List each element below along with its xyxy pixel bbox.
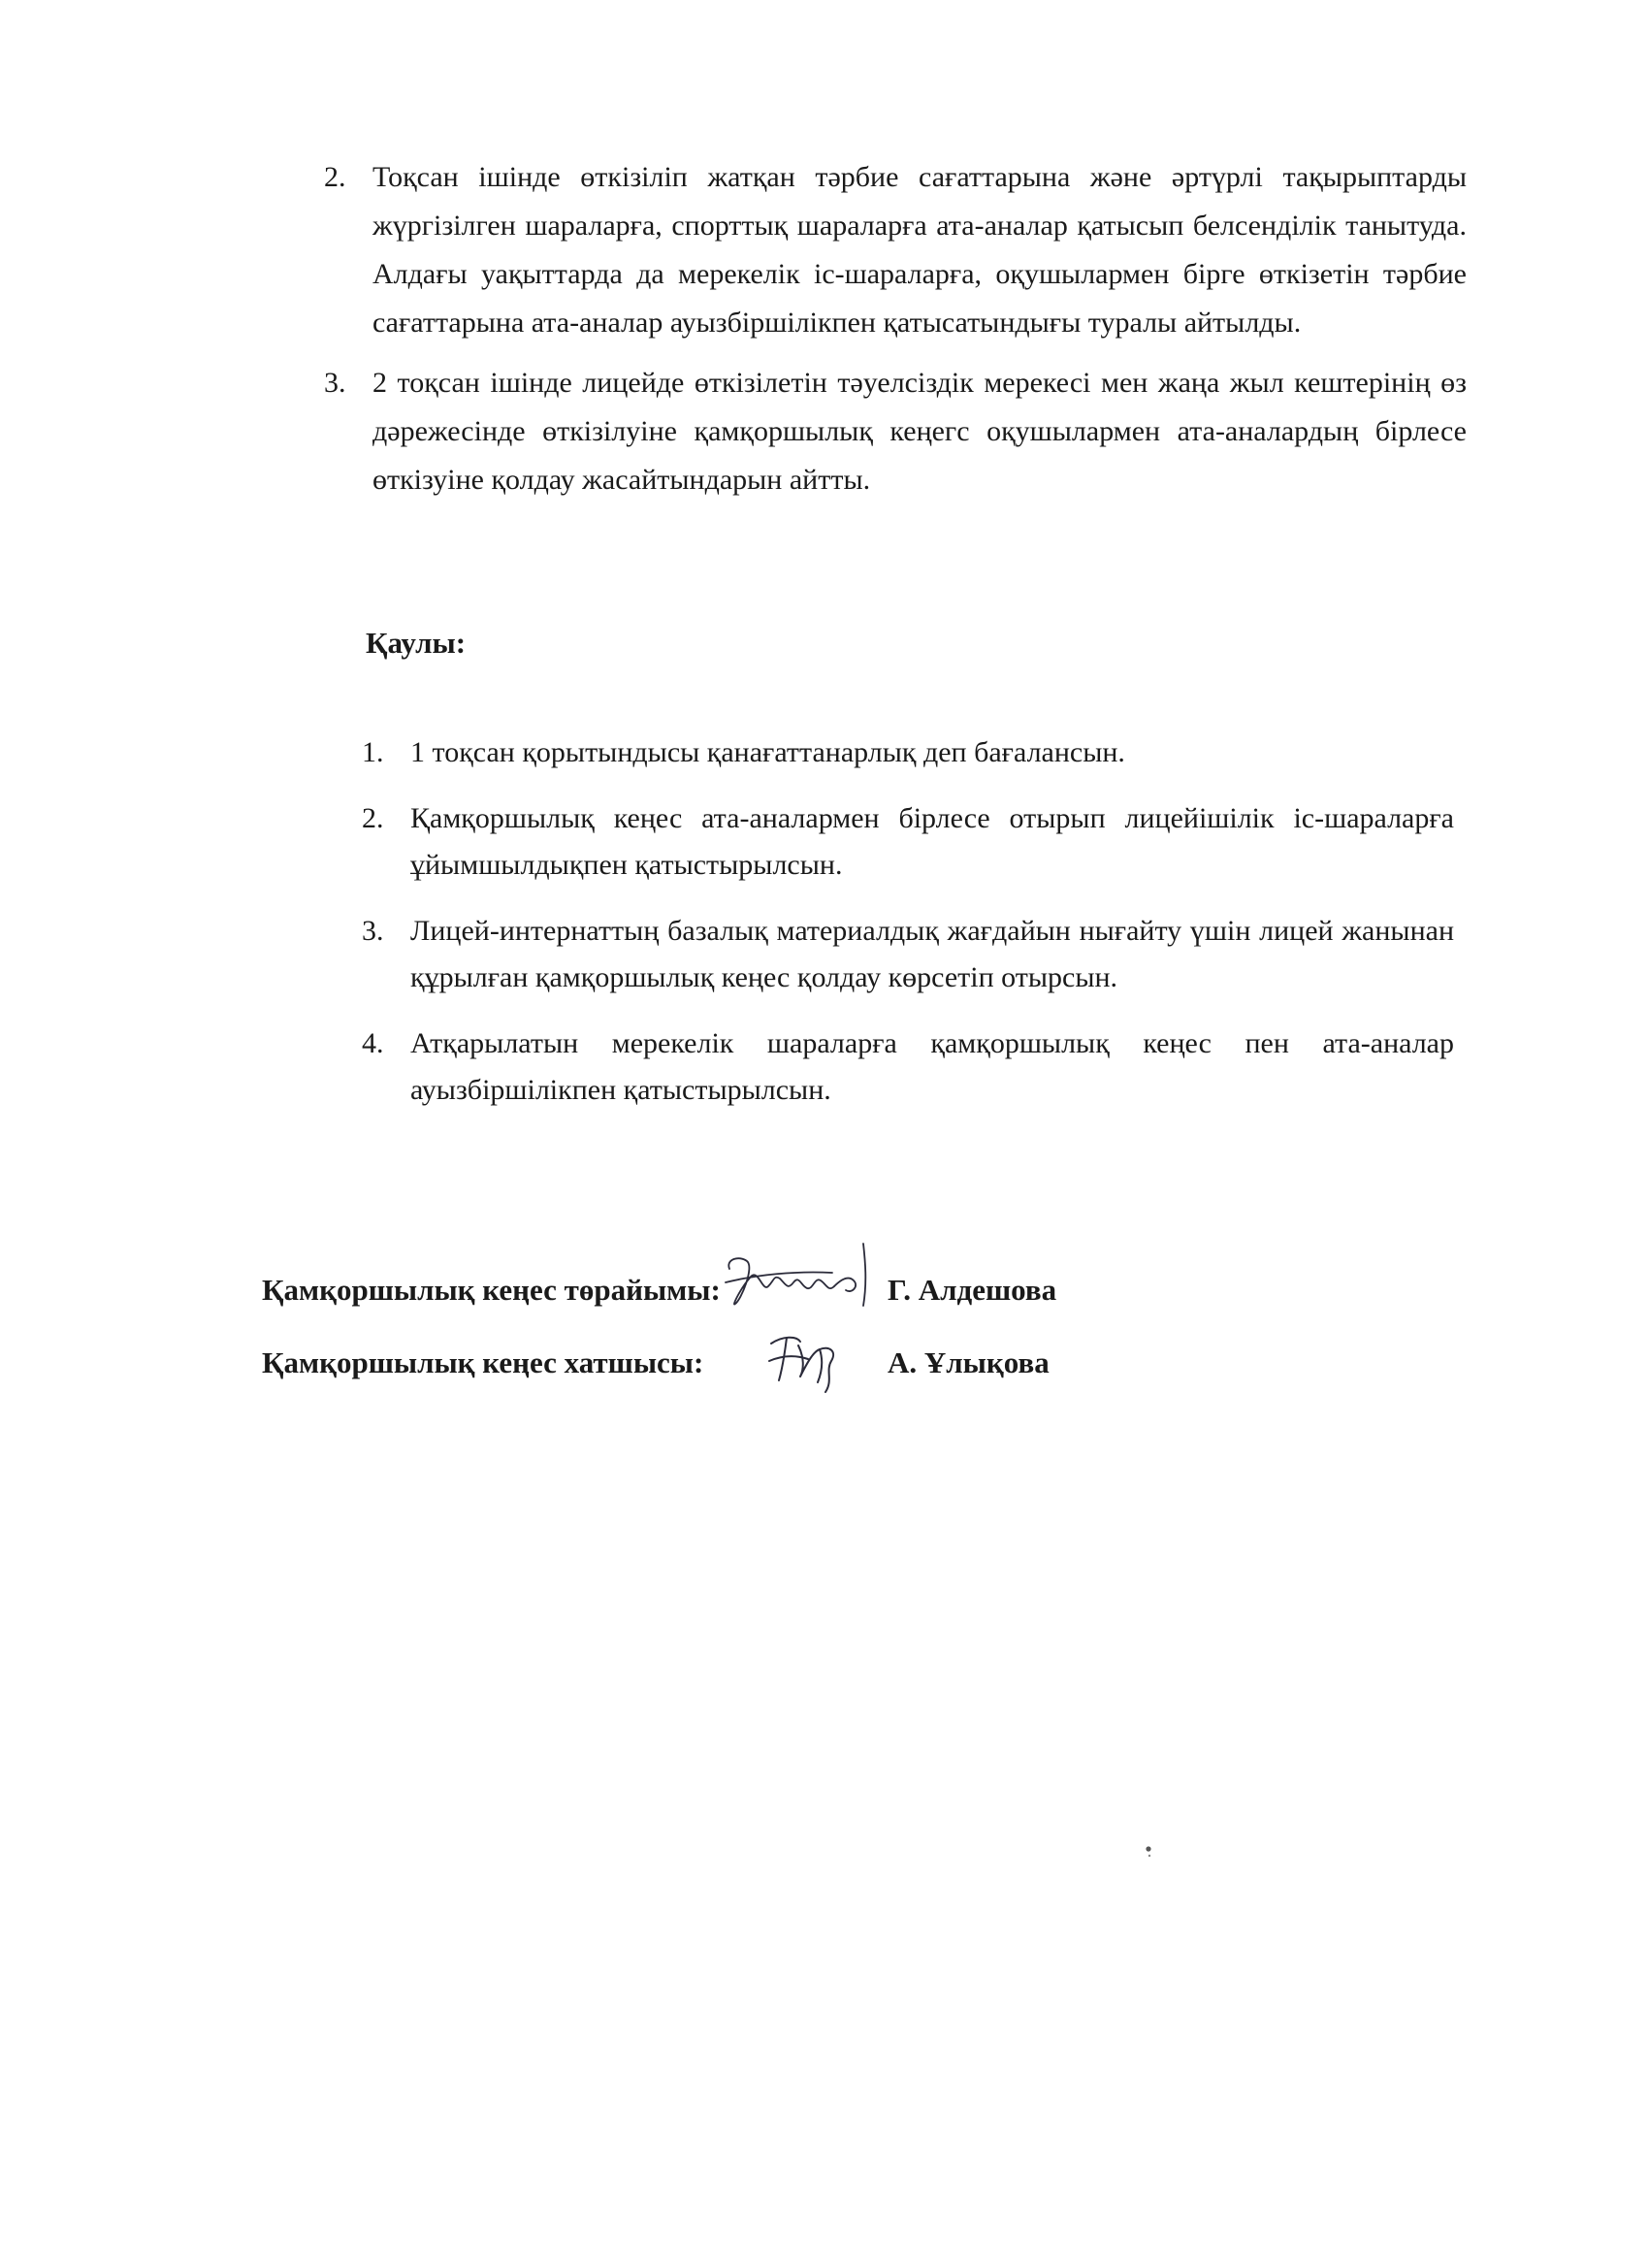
signatory-name: А. Ұлықова <box>888 1345 1050 1379</box>
list-item-number: 1. <box>362 736 384 768</box>
signatory-name: Г. Алдешова <box>888 1273 1057 1307</box>
list-item-text: 1 тоқсан қорытындысы қанағаттанарлық деп бағалансын. <box>410 736 1125 768</box>
list-item-number: 3. <box>362 915 384 947</box>
list-item-number: 3. <box>324 367 346 399</box>
list-item <box>362 729 1454 776</box>
list-item-number: 2. <box>362 802 384 834</box>
signature-role: Қамқоршылық кеңес төрайымы: <box>262 1273 721 1307</box>
list-item-text: 2 тоқсан ішінде лицейде өткізілетін тәуелсіздік мерекесі мен жаңа жыл кештерінің өз дәрежесінде өткізілуіне қамқоршылық кеңегс оқушылармен ата-аналардың бірлесе өткізуіне қолдау жасайтындарын айтты. <box>372 367 1467 496</box>
signature-row-chair <box>262 1261 1232 1319</box>
list-item <box>324 153 1467 347</box>
list-item <box>362 908 1454 1001</box>
list-item <box>362 1021 1454 1114</box>
signature-role: Қамқоршылық кеңес хатшысы: <box>262 1345 704 1379</box>
list-item-number: 4. <box>362 1027 384 1059</box>
agenda-list <box>324 153 1467 504</box>
signature-row-secretary <box>262 1334 1232 1392</box>
scan-speck-icon <box>1143 1843 1154 1863</box>
list-item-text: Атқарылатын мерекелік шараларға қамқоршылық кеңес пен ата-аналар ауызбіршілікпен қатыстырылсын. <box>410 1027 1454 1106</box>
resolution-heading: Қаулы: <box>366 626 467 660</box>
handwritten-signature-icon <box>761 1322 849 1400</box>
list-item-text: Қамқоршылық кеңес ата-аналармен бірлесе отырып лицейішілік іс-шараларға ұйымшылдықпен қатыстырылсын. <box>410 802 1454 881</box>
list-item-text: Тоқсан ішінде өткізіліп жатқан тәрбие сағаттарына және әртүрлі тақырыптарды жүргізілген шараларға, спорттық шараларға ата-аналар қатысып белсенділік танытуда. Алдағы уақыттарда да мерекелік іс-шараларға, оқушылармен бірге өткізетін тәрбие сағаттарына ата-аналар ауызбіршілікпен қатысатындығы туралы айтылды. <box>372 161 1467 339</box>
list-item-text: Лицей-интернаттың базалық материалдық жағдайын нығайту үшін лицей жанынан құрылған қамқоршылық кеңес қолдау көрсетіп отырсын. <box>410 915 1454 993</box>
resolution-list <box>362 729 1454 1114</box>
list-item <box>362 795 1454 889</box>
list-item-number: 2. <box>324 161 346 193</box>
list-item <box>324 359 1467 504</box>
handwritten-signature-icon <box>718 1232 902 1319</box>
